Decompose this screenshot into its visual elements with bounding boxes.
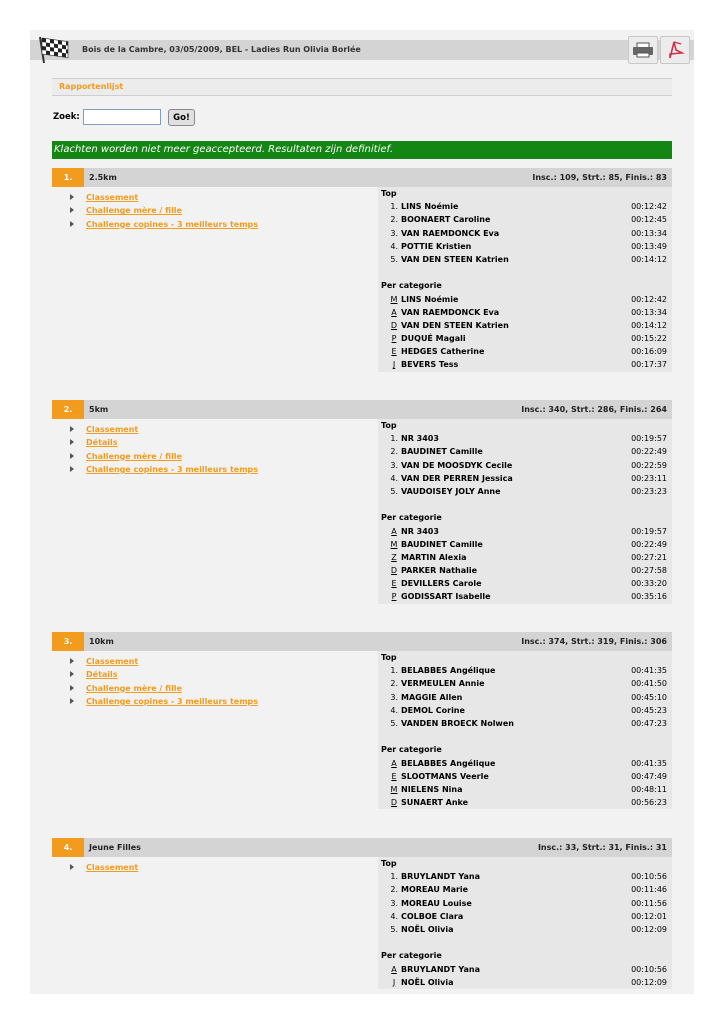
category-code: E (391, 579, 397, 589)
runner-name: VAN DEN STEEN Katrien (401, 320, 509, 330)
rank: 5. (390, 924, 398, 934)
top-row (378, 870, 672, 883)
top-row (378, 485, 672, 498)
category-code: E (391, 771, 397, 781)
rank: 4. (390, 705, 398, 715)
runner-name: NOËL Olivia (401, 924, 454, 934)
top-row (378, 200, 672, 213)
category-code: M (390, 784, 398, 794)
runner-name: NOËL Olivia (401, 977, 454, 987)
rank: 1. (390, 434, 398, 444)
finish-time: 00:12:42 (631, 294, 667, 304)
printer-icon (629, 37, 657, 63)
category-row (378, 525, 672, 538)
rank: 4. (390, 473, 398, 483)
category-code: P (391, 592, 397, 602)
triangle-right-icon (70, 221, 74, 227)
pdf-button[interactable] (660, 36, 690, 64)
runner-name: BRUYLANDT Yana (401, 964, 480, 974)
category-row (378, 293, 672, 306)
category-code: A (391, 307, 397, 317)
category-row (378, 306, 672, 319)
triangle-right-icon (70, 466, 74, 472)
top-row (378, 253, 672, 266)
runner-name: DUQUÉ Magali (401, 334, 466, 344)
category-row (378, 783, 672, 796)
runner-name: MOREAU Louise (401, 898, 472, 908)
runner-name: VAN DEN STEEN Katrien (401, 254, 509, 264)
finish-time: 00:11:46 (631, 885, 667, 895)
runner-name: VAN DE MOOSDYK Cecile (401, 460, 513, 470)
finish-time: 00:48:11 (631, 784, 667, 794)
runner-name: SUNAERT Anke (401, 798, 469, 808)
top-row (378, 704, 672, 717)
runner-name: SLOOTMANS Veerle (401, 771, 489, 781)
section-stats: Insc.: 340, Strt.: 286, Finis.: 264 (521, 405, 667, 414)
category-code: D (390, 798, 398, 808)
finish-time: 00:19:57 (631, 526, 667, 536)
finish-time: 00:41:35 (631, 666, 667, 676)
report-link[interactable]: Challenge mère / fille (86, 451, 182, 461)
category-row (378, 770, 672, 783)
rank: 2. (390, 447, 398, 457)
top-row (378, 472, 672, 485)
finish-time: 00:22:59 (631, 460, 667, 470)
finish-time: 00:12:01 (631, 911, 667, 921)
category-row (378, 757, 672, 770)
runner-name: BELABBES Angélique (401, 666, 496, 676)
category-code: A (391, 964, 397, 974)
runner-name: VERMEULEN Annie (401, 679, 485, 689)
report-link[interactable]: Classement (86, 863, 139, 872)
runner-name: MOREAU Marie (401, 885, 469, 895)
report-link[interactable]: Classement (86, 425, 139, 434)
spacer (378, 266, 672, 279)
triangle-right-icon (70, 685, 74, 691)
category-row (378, 551, 672, 564)
runner-name: MAGGIE Allen (401, 692, 463, 702)
section-name: 2.5km (89, 173, 117, 182)
section-name: 10km (89, 637, 114, 646)
report-link[interactable]: Challenge copines - 3 meilleurs temps (86, 464, 259, 474)
top-row (378, 445, 672, 458)
rank: 3. (390, 692, 398, 702)
runner-name: NR 3403 (401, 434, 439, 444)
runner-name: NR 3403 (401, 526, 439, 536)
runner-name: BEVERS Tess (401, 360, 459, 370)
finish-time: 00:13:49 (631, 241, 667, 251)
runner-name: DEMOL Corine (401, 705, 465, 715)
runner-name: PARKER Nathalie (401, 566, 478, 576)
per-category-heading: Per categorie (381, 513, 442, 523)
report-link[interactable]: Challenge mère / fille (86, 206, 182, 216)
runner-name: VANDEN BROECK Nolwen (401, 718, 514, 728)
section-header (52, 632, 672, 651)
finish-time: 00:10:56 (631, 872, 667, 882)
runner-name: POTTIE Kristien (401, 241, 472, 251)
report-link[interactable]: Classement (86, 193, 139, 202)
search-input[interactable] (83, 109, 161, 125)
rank: 1. (390, 202, 398, 212)
report-link[interactable]: Détails (86, 438, 118, 448)
category-code: Z (391, 552, 397, 562)
print-button[interactable] (628, 36, 658, 64)
report-link[interactable]: Challenge copines - 3 meilleurs temps (86, 696, 259, 706)
triangle-right-icon (70, 194, 74, 200)
triangle-right-icon (70, 207, 74, 213)
runner-name: BELABBES Angélique (401, 758, 496, 768)
finish-time: 00:27:58 (631, 566, 667, 576)
section-stats: Insc.: 109, Strt.: 85, Finis.: 83 (532, 173, 667, 182)
finish-time: 00:14:12 (631, 254, 667, 264)
report-link[interactable]: Classement (86, 657, 139, 666)
category-code: D (390, 320, 398, 330)
results-panel (378, 651, 672, 809)
category-row (378, 564, 672, 577)
top-row (378, 717, 672, 730)
top-row (378, 883, 672, 896)
category-row (378, 345, 672, 358)
triangle-right-icon (70, 453, 74, 459)
section-number: 2. (52, 400, 84, 419)
notice-banner: Klachten worden niet meer geaccepteerd. Resultaten zijn definitief. (52, 141, 672, 159)
top-row (378, 923, 672, 936)
category-code: E (391, 347, 397, 357)
finish-time: 00:47:23 (631, 718, 667, 728)
per-category-heading: Per categorie (381, 951, 442, 961)
top-heading: Top (381, 653, 397, 662)
section-name: Jeune Filles (89, 843, 141, 852)
report-link[interactable]: Challenge copines - 3 meilleurs temps (86, 219, 259, 229)
triangle-right-icon (70, 864, 74, 870)
top-heading: Top (381, 189, 397, 198)
category-code: J (392, 360, 396, 370)
runner-name: BAUDINET Camille (401, 539, 483, 549)
section-name: 5km (89, 405, 109, 414)
finish-time: 00:12:09 (631, 977, 667, 987)
spacer (378, 498, 672, 511)
finish-time: 00:41:35 (631, 758, 667, 768)
page-container (30, 30, 694, 994)
finish-time: 00:11:56 (631, 898, 667, 908)
finish-time: 00:23:23 (631, 486, 667, 496)
search-go-button[interactable]: Go! (168, 109, 195, 126)
section-header (52, 168, 672, 187)
section-number: 1. (52, 168, 84, 187)
section-stats: Insc.: 33, Strt.: 31, Finis.: 31 (537, 843, 667, 852)
runner-name: VAN DER PERREN Jessica (401, 473, 513, 483)
finish-time: 00:17:37 (631, 360, 667, 370)
report-list-link[interactable]: Rapportenlijst (59, 82, 124, 91)
results-panel (378, 419, 672, 604)
spacer (378, 936, 672, 949)
rank: 1. (390, 666, 398, 676)
runner-name: HEDGES Catherine (401, 347, 485, 357)
category-row (378, 358, 672, 371)
section-stats: Insc.: 374, Strt.: 319, Finis.: 306 (521, 637, 667, 646)
checkered-flag-icon (36, 34, 70, 64)
finish-time: 00:22:49 (631, 447, 667, 457)
finish-time: 00:35:16 (631, 592, 667, 602)
event-header (30, 40, 694, 60)
per-category-heading: Per categorie (381, 745, 442, 755)
category-code: M (390, 539, 398, 549)
finish-time: 00:22:49 (631, 539, 667, 549)
report-link[interactable]: Challenge mère / fille (86, 683, 182, 693)
top-row (378, 432, 672, 445)
top-heading: Top (381, 859, 397, 868)
finish-time: 00:41:50 (631, 679, 667, 689)
rank: 4. (390, 911, 398, 921)
section-header (52, 838, 672, 857)
finish-time: 00:19:57 (631, 434, 667, 444)
triangle-right-icon (70, 426, 74, 432)
runner-name: LINS Noémie (401, 202, 459, 212)
category-row (378, 538, 672, 551)
runner-name: BRUYLANDT Yana (401, 872, 480, 882)
finish-time: 00:47:49 (631, 771, 667, 781)
finish-time: 00:23:11 (631, 473, 667, 483)
finish-time: 00:45:23 (631, 705, 667, 715)
rank: 4. (390, 241, 398, 251)
runner-name: VAUDOISEY JOLY Anne (401, 486, 501, 496)
runner-name: DEVILLERS Carole (401, 579, 482, 589)
top-row (378, 664, 672, 677)
rank: 5. (390, 254, 398, 264)
rank: 3. (390, 460, 398, 470)
finish-time: 00:12:45 (631, 215, 667, 225)
triangle-right-icon (70, 671, 74, 677)
search-label: Zoek: (53, 112, 80, 122)
rank: 1. (390, 872, 398, 882)
runner-name: MARTIN Alexia (401, 552, 467, 562)
top-row (378, 691, 672, 704)
finish-time: 00:56:23 (631, 798, 667, 808)
top-row (378, 677, 672, 690)
category-code: D (390, 566, 398, 576)
finish-time: 00:10:56 (631, 964, 667, 974)
category-row (378, 577, 672, 590)
rank: 3. (390, 898, 398, 908)
runner-name: GODISSART Isabelle (401, 592, 491, 602)
finish-time: 00:14:12 (631, 320, 667, 330)
event-title: Bois de la Cambre, 03/05/2009, BEL - Ladies Run Olivia Borlée (82, 45, 361, 54)
runner-name: VAN RAEMDONCK Eva (401, 307, 500, 317)
finish-time: 00:13:34 (631, 307, 667, 317)
finish-time: 00:27:21 (631, 552, 667, 562)
rank: 3. (390, 228, 398, 238)
category-code: M (390, 294, 398, 304)
finish-time: 00:12:09 (631, 924, 667, 934)
finish-time: 00:13:34 (631, 228, 667, 238)
finish-time: 00:45:10 (631, 692, 667, 702)
finish-time: 00:15:22 (631, 334, 667, 344)
top-row (378, 227, 672, 240)
top-row (378, 910, 672, 923)
category-code: P (391, 334, 397, 344)
rank: 2. (390, 885, 398, 895)
finish-time: 00:16:09 (631, 347, 667, 357)
triangle-right-icon (70, 658, 74, 664)
rank: 2. (390, 679, 398, 689)
top-row (378, 240, 672, 253)
triangle-right-icon (70, 698, 74, 704)
top-row (378, 897, 672, 910)
rank: 5. (390, 486, 398, 496)
category-code: A (391, 526, 397, 536)
runner-name: COLBOE Clara (401, 911, 464, 921)
category-row (378, 319, 672, 332)
report-link[interactable]: Détails (86, 670, 118, 680)
category-row (378, 590, 672, 603)
top-row (378, 213, 672, 226)
category-row (378, 963, 672, 976)
top-row (378, 459, 672, 472)
rank: 2. (390, 215, 398, 225)
section-number: 4. (52, 838, 84, 857)
triangle-right-icon (70, 439, 74, 445)
results-panel (378, 857, 672, 989)
section-header (52, 400, 672, 419)
category-code: J (392, 977, 396, 987)
category-row (378, 796, 672, 809)
runner-name: LINS Noémie (401, 294, 459, 304)
rank: 5. (390, 718, 398, 728)
section-number: 3. (52, 632, 84, 651)
per-category-heading: Per categorie (381, 281, 442, 291)
pdf-icon (661, 37, 689, 63)
runner-name: NIELENS Nina (401, 784, 463, 794)
finish-time: 00:12:42 (631, 202, 667, 212)
category-code: A (391, 758, 397, 768)
results-panel (378, 187, 672, 372)
spacer (378, 730, 672, 743)
runner-name: VAN RAEMDONCK Eva (401, 228, 500, 238)
finish-time: 00:33:20 (631, 579, 667, 589)
report-nav (52, 78, 672, 96)
category-row (378, 976, 672, 989)
top-heading: Top (381, 421, 397, 430)
category-row (378, 332, 672, 345)
runner-name: BAUDINET Camille (401, 447, 483, 457)
runner-name: BOONAERT Caroline (401, 215, 491, 225)
